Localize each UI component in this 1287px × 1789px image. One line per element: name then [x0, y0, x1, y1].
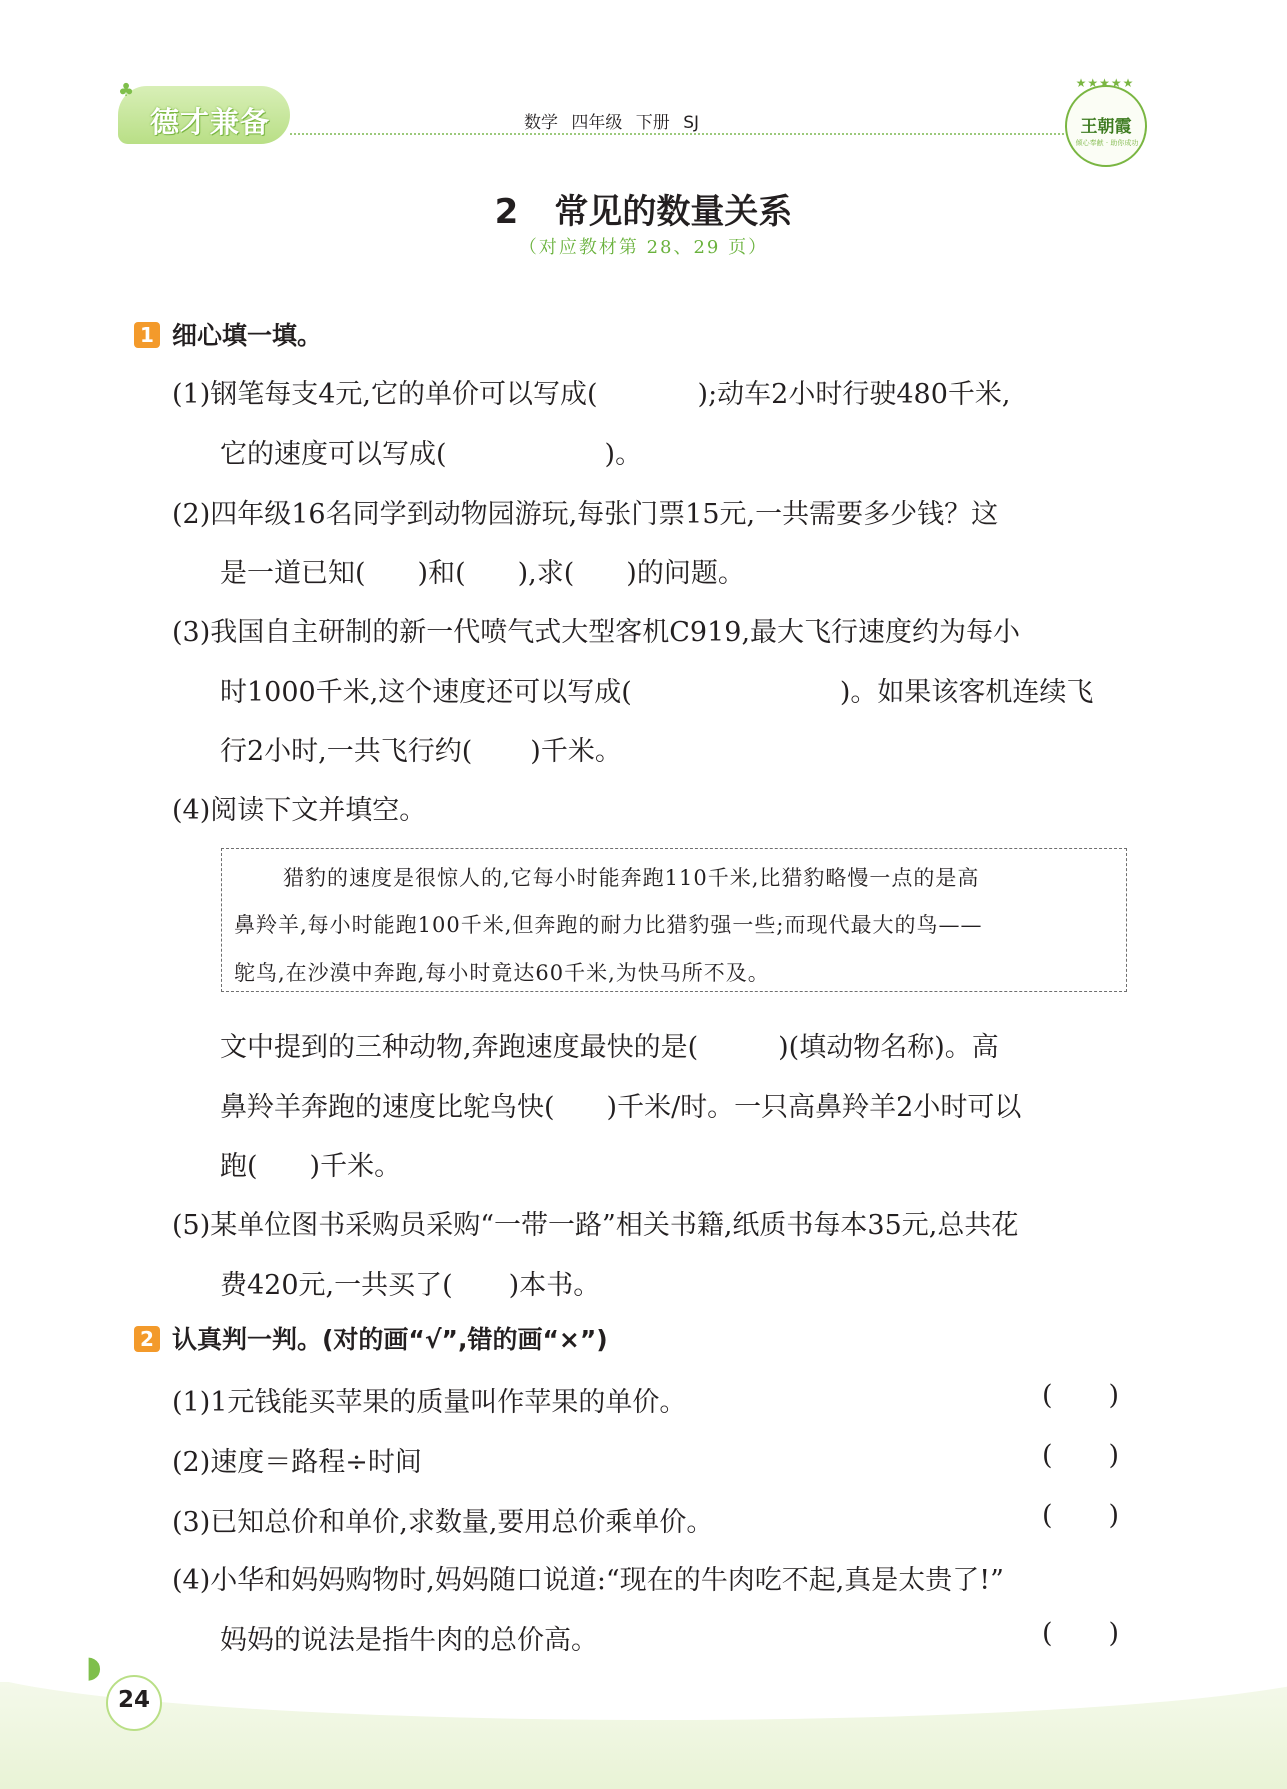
judge-item-4-continued: 妈妈的说法是指牛肉的总价高。 — [220, 1625, 598, 1656]
question-text: 文中提到的三种动物,奔跑速度最快的是( — [220, 1032, 699, 1063]
question-text: )千米。 — [309, 1151, 402, 1182]
section-2-heading — [134, 1320, 608, 1356]
judge-answer-4[interactable] — [1042, 1618, 1119, 1649]
question-text: )和( — [417, 558, 466, 589]
question-1-1-line-2 — [220, 432, 642, 471]
question-text: )的问题。 — [626, 558, 745, 589]
question-1-5-line-2 — [220, 1263, 600, 1302]
header-subject: 数学 四年级 下册 SJ — [524, 113, 700, 133]
reading-line: 猎豹的速度是很惊人的,它每小时能奔跑110千米,比猎豹略慢一点的是高 — [283, 866, 980, 890]
question-1-3-line-2 — [220, 670, 1093, 709]
paren-open: ( — [1042, 1440, 1053, 1471]
page-number: 24 — [117, 1687, 150, 1713]
section-2-number: 2 — [134, 1326, 160, 1352]
paren-close: ) — [1108, 1500, 1120, 1531]
question-1-3-line-1: (3)我国自主研制的新一代喷气式大型客机C919,最大飞行速度约为每小 — [172, 617, 1021, 648]
badge-slogan: 倾心奉献 · 助你成功 — [1075, 139, 1139, 147]
reading-line: 鼻羚羊,每小时能跑100千米,但奔跑的耐力比猎豹强一些;而现代最大的鸟—— — [234, 913, 983, 937]
paren-close: ) — [1108, 1618, 1120, 1649]
paren-close: ) — [1108, 1440, 1120, 1471]
paren-open: ( — [1042, 1500, 1053, 1531]
paren-open: ( — [1042, 1618, 1053, 1649]
question-text: 时1000千米,这个速度还可以写成( — [220, 677, 632, 708]
question-text: )。如果该客机连续飞 — [839, 677, 1094, 708]
question-text: )千米。 — [530, 736, 622, 767]
question-text: )千米/时。一只高鼻羚羊2小时可以 — [606, 1092, 1022, 1123]
question-1-4-line-2 — [220, 1025, 999, 1064]
section-1-heading — [134, 316, 322, 352]
question-1-4-line-1: (4)阅读下文并填空。 — [172, 795, 427, 826]
question-1-3-line-3 — [220, 729, 622, 768]
paren-open: ( — [1042, 1380, 1053, 1411]
section-1-title: 细心填一填。 — [172, 321, 323, 350]
lesson-title: 常见的数量关系 — [554, 192, 793, 232]
lesson-number: 2 — [494, 192, 519, 232]
question-1-2-line-1: (2)四年级16名同学到动物园游玩,每张门票15元,一共需要多少钱？这 — [172, 499, 999, 530]
question-text: )本书。 — [508, 1270, 601, 1301]
question-text: 鼻羚羊奔跑的速度比鸵鸟快( — [220, 1092, 555, 1123]
question-text: )(填动物名称)。高 — [778, 1032, 999, 1063]
header-divider — [290, 133, 1140, 135]
judge-answer-1[interactable] — [1042, 1380, 1119, 1411]
question-1-4-line-4 — [220, 1144, 401, 1183]
section-2-title: 认真判一判。(对的画“√”,错的画“×”) — [172, 1325, 608, 1354]
question-1-5-line-1: (5)某单位图书采购员采购“一带一路”相关书籍,纸质书每本35元,总共花 — [172, 1210, 1019, 1241]
question-text: 费420元,一共买了( — [220, 1270, 453, 1301]
question-1-1-line-1 — [172, 372, 1010, 411]
question-text: );动车2小时行驶480千米, — [697, 379, 1011, 410]
textbook-reference: （对应教材第 28、29 页） — [518, 237, 769, 258]
question-text: 行2小时,一共飞行约( — [220, 736, 473, 767]
question-text: 是一道已知( — [220, 558, 366, 589]
reading-line: 鸵鸟,在沙漠中奔跑,每小时竟达60千米,为快马所不及。 — [234, 961, 770, 985]
question-text: (1)钢笔每支4元,它的单价可以写成( — [172, 379, 598, 410]
judge-answer-2[interactable] — [1042, 1440, 1119, 1471]
judge-item-4: (4)小华和妈妈购物时,妈妈随口说道:“现在的牛肉吃不起,真是太贵了!” — [172, 1565, 1004, 1596]
dolphin-icon: ◗ — [86, 1650, 102, 1685]
page-title — [0, 184, 1287, 233]
judge-item-3: (3)已知总价和单价,求数量,要用总价乘单价。 — [172, 1507, 714, 1538]
paren-close: ) — [1108, 1380, 1120, 1411]
question-1-2-line-2 — [220, 551, 745, 590]
question-text: 它的速度可以写成( — [220, 439, 447, 470]
palm-icon: ♣ — [118, 80, 135, 101]
badge-name: 王朝霞 — [1080, 117, 1132, 137]
question-text: ),求( — [517, 558, 575, 589]
judge-answer-3[interactable] — [1042, 1500, 1119, 1531]
judge-item-2: (2)速度＝路程÷时间 — [172, 1447, 422, 1478]
question-text: )。 — [604, 439, 643, 470]
logo-text: 德才兼备 — [150, 105, 271, 139]
section-1-number: 1 — [134, 322, 160, 348]
judge-item-1: (1)1元钱能买苹果的质量叫作苹果的单价。 — [172, 1387, 687, 1418]
star-icons: ★★★★★ — [1075, 76, 1135, 90]
question-text: 跑( — [220, 1151, 258, 1182]
question-1-4-line-3 — [220, 1085, 1021, 1124]
